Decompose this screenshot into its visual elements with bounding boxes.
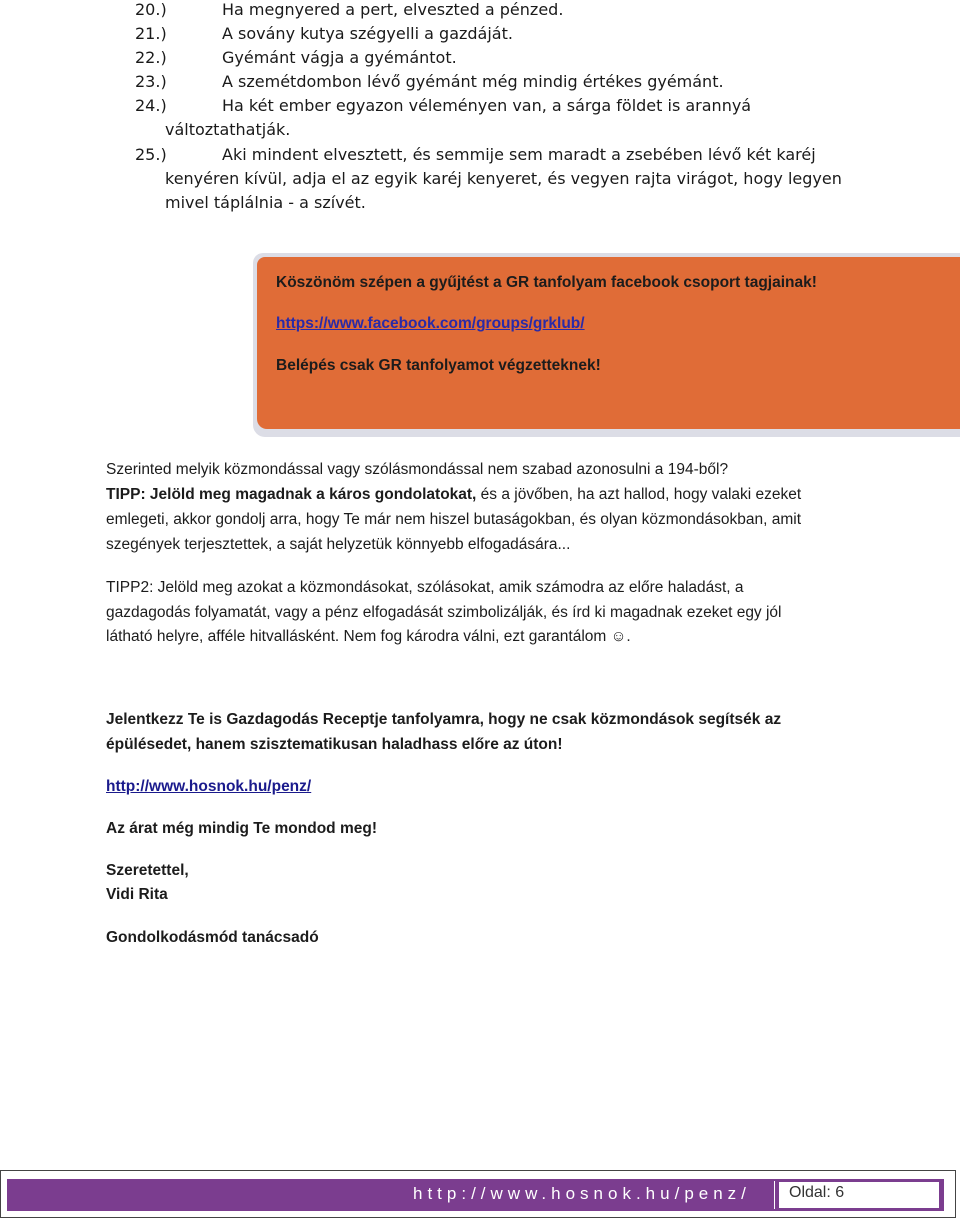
tip1-rest: és a jövőben, ha azt hallod, hogy valaki ezeket [476, 486, 802, 503]
list-text-continuation: kenyéren kívül, adja el az egyik karéj kenyeret, és vegyen rajta virágot, hogy legyen [165, 169, 842, 188]
footer-url[interactable]: http://www.hosnok.hu/penz/ [413, 1184, 751, 1203]
list-number: 24.) [135, 96, 167, 115]
tip2-line2: gazdagodás folyamatát, vagy a pénz elfogadását szimbolizálják, és írd ki magadnak ezeket egy jól [106, 604, 782, 621]
list-text: Ha megnyered a pert, elveszted a pénzed. [222, 0, 564, 19]
cta-line2: épülésedet, hanem szisztematikusan haladhass előre az úton! [106, 736, 563, 753]
list-item [135, 0, 564, 22]
list-text-continuation: változtathatják. [165, 120, 291, 139]
list-text: A szemétdombon lévő gyémánt még mindig értékes gyémánt. [222, 72, 724, 91]
price-note: Az árat még mindig Te mondod meg! [106, 820, 377, 837]
signature-role: Gondolkodásmód tanácsadó [106, 929, 319, 946]
cta-line1: Jelentkezz Te is Gazdagodás Receptje tanfolyamra, hogy ne csak közmondások segítsék az [106, 711, 782, 728]
list-text: A sovány kutya szégyelli a gazdáját. [222, 24, 513, 43]
list-text-continuation: mivel táplálnia - a szívét. [165, 193, 366, 212]
list-text: Aki mindent elvesztett, és semmije sem maradt a zsebében lévő két karéj [222, 145, 816, 164]
list-text: Gyémánt vágja a gyémántot. [222, 48, 457, 67]
page-footer [0, 1170, 956, 1218]
tip1-line1 [106, 486, 801, 504]
footer-bar [7, 1179, 944, 1211]
tip2-line3: látható helyre, afféle hitvallásként. Nem fog károdra válni, ezt garantálom ☺. [106, 628, 631, 645]
signature-name: Vidi Rita [106, 886, 168, 903]
page-number-box [779, 1182, 939, 1208]
list-number: 25.) [135, 145, 167, 164]
list-item [135, 70, 724, 94]
list-number: 22.) [135, 48, 167, 67]
question-text: Szerinted melyik közmondással vagy szólásmondással nem szabad azonosulni a 194-ből? [106, 461, 729, 478]
list-item [135, 46, 457, 70]
tip1-line3: szegények terjesztettek, a saját helyzetük könnyebb elfogadására... [106, 536, 571, 553]
footer-divider [774, 1181, 775, 1209]
thank-you-callout [257, 257, 960, 429]
facebook-group-link[interactable]: https://www.facebook.com/groups/grklub/ [276, 315, 585, 332]
signature-greeting: Szeretettel, [106, 862, 189, 879]
list-item [135, 22, 513, 46]
tip1-line2: emlegeti, akkor gondolj arra, hogy Te már nem hiszel butaságokban, és olyan közmondásokban, amit [106, 511, 802, 528]
course-link[interactable]: http://www.hosnok.hu/penz/ [106, 778, 312, 795]
callout-thanks: Köszönöm szépen a gyűjtést a GR tanfolyam facebook csoport tagjainak! [276, 274, 817, 291]
callout-access-note: Belépés csak GR tanfolyamot végzetteknek! [276, 357, 601, 374]
list-number: 20.) [135, 0, 167, 19]
tip2-line1: TIPP2: Jelöld meg azokat a közmondásokat, szólásokat, amik számodra az előre haladást, a [106, 579, 744, 596]
list-number: 21.) [135, 24, 167, 43]
tip1-bold: TIPP: Jelöld meg magadnak a káros gondolatokat, [106, 486, 477, 503]
list-item [135, 94, 752, 118]
page-number: Oldal: 6 [789, 1184, 845, 1201]
list-item [135, 143, 816, 167]
list-number: 23.) [135, 72, 167, 91]
list-text: Ha két ember egyazon véleményen van, a sárga földet is arannyá [222, 96, 752, 115]
